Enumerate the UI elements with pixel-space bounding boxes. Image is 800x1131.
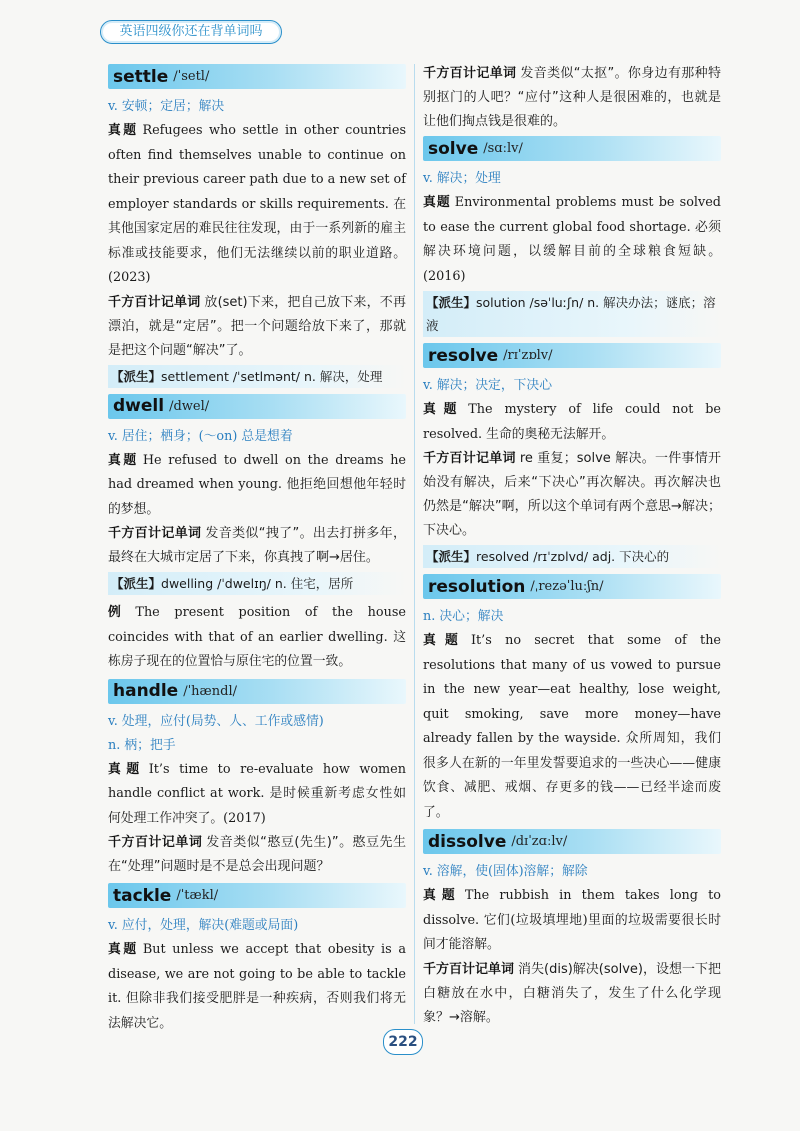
exam-label: 真题 <box>423 195 451 210</box>
headword: solve <box>428 138 479 159</box>
phonetic: /ˌrezəˈluːʃn/ <box>530 579 604 594</box>
exam-sentence <box>108 449 406 523</box>
memory-tip <box>108 522 406 570</box>
memory-label: 千方百计记单词 <box>108 526 202 541</box>
exam-sentence <box>423 398 721 447</box>
derive-text: dwelling /ˈdwelɪŋ/ n. 住宅，居所 <box>161 576 354 591</box>
part-of-speech: v. 解决；决定，下决心 <box>423 378 553 393</box>
phonetic: /dwel/ <box>169 398 210 414</box>
exam-label: 真题 <box>108 123 139 138</box>
derive-label: 【派生】 <box>426 549 477 564</box>
memory-text: 放(set)下来，把自己放下来，不再漂泊，就是“定居”。把一个问题给放下来了，那就是把这个问题“解决”了。 <box>108 294 406 358</box>
derivative <box>108 572 406 595</box>
exam-text: But unless we accept that obesity is a disease, we are not going to be able to tackle it. 但除非我们接受肥胖是一种疾病，否则我们将无法解决它。 <box>108 942 407 1031</box>
phonetic: /ˈtækl/ <box>176 888 219 903</box>
exam-text: It’s time to re-evaluate how women handle conflict at work. 是时候重新考虑女性如何处理工作冲突了。(2017) <box>108 761 406 826</box>
exam-sentence <box>423 884 721 958</box>
entry-resolution <box>423 574 721 825</box>
exam-sentence <box>423 629 721 825</box>
part-of-speech: n. 柄；把手 <box>108 737 176 753</box>
headword: dissolve <box>428 831 507 852</box>
exam-sentence <box>108 119 406 291</box>
column-divider <box>414 64 415 1024</box>
headword: resolve <box>428 345 499 366</box>
memory-text: 消失(dis)解决(solve)，设想一下把白糖放在水中，白糖消失了，发生了什么化学现象？→溶解。 <box>423 961 721 1025</box>
example-sentence <box>108 601 406 675</box>
memory-tip-tackle <box>423 62 721 134</box>
headword-bar <box>108 883 406 908</box>
exam-text: It’s no secret that some of the resolutions that many of us vowed to pursue in the new year—eat healthy, lose weight, quit smoking, save more money—have already fallen by the wayside. 众所周知，我们很多人在新的一年里发誓要追求的一些决心——健康饮食、减肥、戒烟、存更多的钱——已经半途而废了。 <box>423 633 722 820</box>
entry-resolve <box>423 343 721 568</box>
derive-text: resolved /rɪˈzɒlvd/ adj. 下决心的 <box>476 549 670 564</box>
exam-text: Environmental problems must be solved to ease the current global food shortage. 必须解决环境问题，以缓解目前的全球粮食短缺。(2016) <box>423 195 721 284</box>
part-of-speech: v. 溶解，使(固体)溶解；解除 <box>423 864 588 879</box>
example-label: 例 <box>108 605 132 620</box>
derivative <box>108 365 406 388</box>
derive-text: settlement /ˈsetlmənt/ n. 解决，处理 <box>161 368 383 384</box>
headword-bar <box>423 829 721 854</box>
part-of-speech: v. 处理，应付(局势、人、工作或感情) <box>108 713 324 729</box>
left-column <box>108 62 406 1040</box>
memory-text: 发音类似“太抠”。你身边有那种特别抠门的人吧？“应付”这种人是很困难的，也就是让他们掏点钱是很难的。 <box>423 66 721 129</box>
phonetic: /ˈhændl/ <box>183 683 237 699</box>
phonetic: /sɑːlv/ <box>483 141 523 156</box>
derive-text: solution /səˈluːʃn/ n. 解决办法；谜底；溶液 <box>426 295 716 333</box>
exam-sentence <box>108 938 406 1036</box>
derivative <box>423 545 721 568</box>
headword-bar <box>423 343 721 368</box>
memory-text: re 重复；solve 解决。一件事情开始没有解决，后来“下决心”再次解决。再次解决也仍然是“解决”啊，所以这个单词有两个意思→解决；下决心。 <box>423 451 721 538</box>
entry-tackle <box>108 883 406 1036</box>
headword: settle <box>113 66 169 87</box>
exam-text: The rubbish in them takes long to dissolve. 它们(垃圾填埋地)里面的垃圾需要很长时间才能溶解。 <box>423 888 722 952</box>
memory-label: 千方百计记单词 <box>423 451 516 466</box>
memory-tip <box>108 291 406 363</box>
part-of-speech: v. 解决；处理 <box>423 171 501 186</box>
part-of-speech: v. 居住；栖身；(～on) 总是想着 <box>108 428 293 444</box>
derivative <box>423 291 721 337</box>
right-column <box>423 62 721 1034</box>
headword: dwell <box>113 396 165 416</box>
memory-tip <box>108 831 406 879</box>
headword-bar <box>108 64 406 89</box>
part-of-speech: v. 安顿；定居；解决 <box>108 99 225 114</box>
exam-label: 真题 <box>108 452 139 468</box>
part-of-speech: n. 决心；解决 <box>423 609 504 624</box>
example-text: The present position of the house coincides with that of an earlier dwelling. 这栋房子现在的位置恰与原住宅的位置一致。 <box>108 605 406 669</box>
memory-label: 千方百计记单词 <box>108 835 203 850</box>
memory-label: 千方百计记单词 <box>108 294 201 310</box>
page-number: 222 <box>383 1029 423 1055</box>
entry-handle <box>108 679 406 880</box>
entry-solve <box>423 136 721 337</box>
entry-settle <box>108 64 406 388</box>
memory-tip <box>423 958 721 1030</box>
exam-label: 真题 <box>423 633 467 648</box>
exam-label: 真题 <box>108 942 139 957</box>
headword: resolution <box>428 576 526 597</box>
derive-label: 【派生】 <box>111 576 162 591</box>
exam-text: He refused to dwell on the dreams he had dreamed when young. 他拒绝回想他年轻时的梦想。 <box>108 452 407 517</box>
headword-bar <box>108 679 406 704</box>
exam-label: 真题 <box>108 761 145 777</box>
headword-bar <box>108 394 406 419</box>
book-title-tag: 英语四级你还在背单词吗 <box>100 20 282 44</box>
headword: tackle <box>113 885 172 906</box>
derive-label: 【派生】 <box>111 368 162 384</box>
memory-text: 发音类似“拽了”。出去打拼多年，最终在大城市定居了下来，你真拽了啊→居住。 <box>108 526 406 565</box>
part-of-speech: v. 应付，处理，解决(难题或局面) <box>108 918 299 933</box>
headword-bar <box>423 136 721 161</box>
exam-sentence <box>423 191 721 289</box>
exam-label: 真题 <box>423 888 461 903</box>
entry-dwell <box>108 394 406 675</box>
exam-sentence <box>108 758 406 832</box>
memory-label: 千方百计记单词 <box>423 961 515 977</box>
memory-tip <box>423 447 721 543</box>
exam-text: Refugees who settle in other countries often find themselves unable to continue on their previous career path due to a new set of employer standards or skills requirements. 在其他国家定居的难民往往发现，由于一系列新的雇主标准或技能要求，他们无法继续以前的职业道路。(2023) <box>108 123 407 285</box>
exam-text: The mystery of life could not be resolved. 生命的奥秘无法解开。 <box>423 402 722 442</box>
exam-label: 真题 <box>423 402 465 417</box>
phonetic: /dɪˈzɑːlv/ <box>511 834 568 849</box>
phonetic: /ˈsetl/ <box>173 69 210 84</box>
phonetic: /rɪˈzɒlv/ <box>503 348 553 363</box>
headword: handle <box>113 681 179 701</box>
derive-label: 【派生】 <box>426 295 477 310</box>
entry-dissolve <box>423 829 721 1030</box>
headword-bar <box>423 574 721 599</box>
memory-label: 千方百计记单词 <box>423 66 517 81</box>
memory-text: 发音类似“憨豆(先生)”。憨豆先生在“处理”问题时是不是总会出现问题？ <box>108 835 406 874</box>
